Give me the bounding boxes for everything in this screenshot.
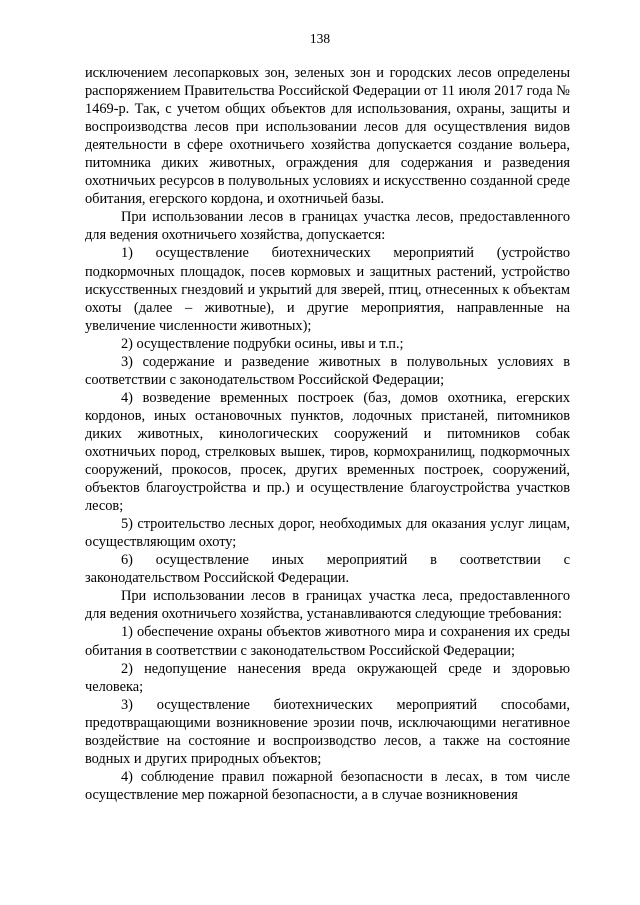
list-item-5: 5) строительство лесных дорог, необходимых для оказания услуг лицам, осуществляющим охоту;	[85, 516, 570, 551]
list-item-3: 3) содержание и разведение животных в полувольных условиях в соответствии с законодательством Российской Федерации;	[85, 353, 570, 388]
requirement-item-2: 2) недопущение нанесения вреда окружающей среде и здоровью человека;	[85, 660, 570, 695]
list-item-1: 1) осуществление биотехнических мероприятий (устройство подкормочных площадок, посев кормовых и защитных растений, устройство искусственных гнездовий и укрытий для зверей, птиц, отнесенных к объектам охоты (далее – животные), и другие мероприятия, направленные на увеличение численности животных);	[85, 245, 570, 334]
list-item-4: 4) возведение временных построек (баз, домов охотника, егерских кордонов, иных остановочных пунктов, лодочных пристаней, питомников диких животных, кинологических сооружений и питомников собак охотничьих пород, стрелковых вышек, тиров, кормохранилищ, подкормочных сооружений, прокосов, просек, других временных построек, сооружений, объектов благоустройства и пр.) и осуществление благоустройства участков лесов;	[85, 389, 570, 515]
list-item-2: 2) осуществление подрубки осины, ивы и т.п.;	[121, 335, 404, 352]
requirement-item-3: 3) осуществление биотехнических мероприятий способами, предотвращающими возникновение эрозии почв, исключающими негативное воздействие на состояние и воспроизводство лесов, а также на состояние водных и других природных объектов;	[85, 696, 570, 767]
page-number: 138	[309, 31, 331, 46]
paragraph-2: При использовании лесов в границах участка лесов, предоставленного для ведения охотничьего хозяйства, допускается:	[85, 209, 570, 244]
document-body	[85, 64, 570, 804]
list-item-6: 6) осуществление иных мероприятий в соответствии с законодательством Российской Федерации.	[85, 552, 570, 587]
paragraph-requirements: При использовании лесов в границах участка леса, предоставленного для ведения охотничьего хозяйства, устанавливаются следующие требования:	[85, 588, 570, 623]
paragraph-1: исключением лесопарковых зон, зеленых зон и городских лесов определены распоряжением Правительства Российской Федерации от 11 июля 2017 года № 1469-р. Так, с учетом общих объектов для использования, охраны, защиты и воспроизводства лесов при использовании лесов для осуществления видов деятельности в сфере охотничьего хозяйства допускается создание вольера, питомника диких животных, ограждения для содержания и разведения охотничьих ресурсов в полувольных условиях и искусственно созданной среде обитания, егерского кордона, и охотничьей базы.	[85, 65, 570, 208]
requirement-item-1: 1) обеспечение охраны объектов животного мира и сохранения их среды обитания в соответствии с законодательством Российской Федерации;	[85, 624, 570, 659]
requirement-item-4: 4) соблюдение правил пожарной безопасности в лесах, в том числе осуществление мер пожарной безопасности, а в случае возникновения	[85, 768, 570, 803]
